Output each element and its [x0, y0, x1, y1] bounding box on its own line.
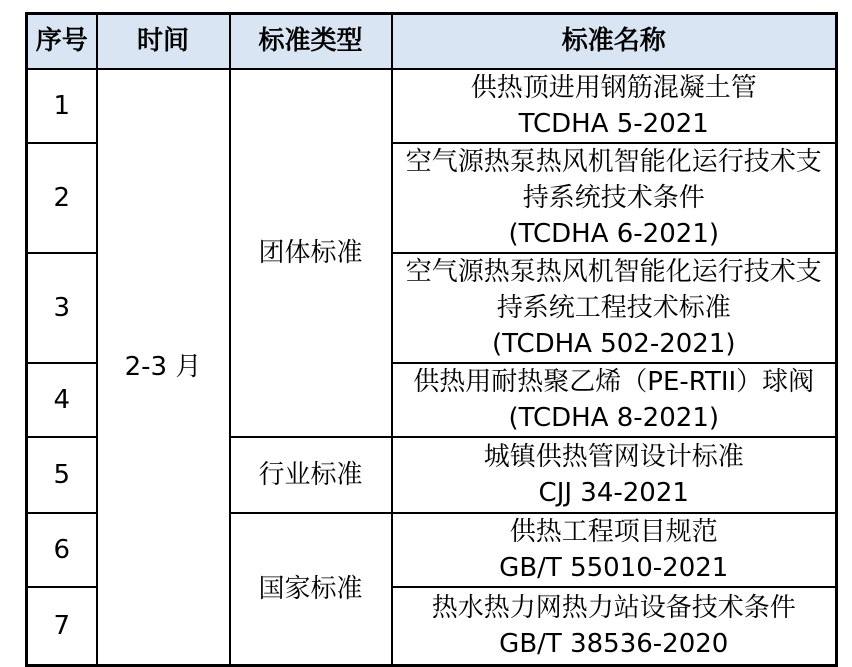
standard-name-line: 供热工程项目规范 — [509, 517, 718, 547]
standard-name-line: 持系统工程技术标准 — [496, 293, 731, 323]
standard-name-cell — [392, 253, 837, 363]
standard-name-cell — [392, 69, 837, 143]
standard-code-line: CJJ 34-2021 — [538, 478, 689, 508]
standard-name-line: 空气源热泵热风机智能化运行技术支 — [405, 257, 822, 287]
standard-code-line: (TCDHA 502-2021) — [491, 329, 736, 359]
standard-name-line: 持系统技术条件 — [522, 183, 705, 213]
header-cell-time: 时间 — [97, 14, 230, 70]
standard-name-cell — [392, 587, 837, 665]
header-cell-standard-name: 标准名称 — [392, 14, 837, 70]
standard-name-line: 供热顶进用钢筋混凝土管 — [470, 73, 757, 103]
table-header — [27, 14, 837, 70]
standard-name-line: 供热用耐热聚乙烯（PE-RTII）球阀 — [413, 367, 815, 397]
standard-name-line: 热水热力网热力站设备技术条件 — [431, 592, 796, 623]
serial-cell: 2 — [27, 143, 97, 253]
standard-code-line: (TCDHA 6-2021) — [508, 219, 719, 249]
standard-code-line: GB/T 38536-2020 — [499, 628, 729, 659]
type-cell-industry-standard: 行业标准 — [230, 437, 392, 513]
header-row — [27, 14, 837, 70]
standard-name-line: 空气源热泵热风机智能化运行技术支 — [405, 147, 822, 177]
standard-code-line: GB/T 55010-2021 — [499, 553, 729, 583]
standard-name-cell — [392, 513, 837, 587]
standard-name-cell — [392, 437, 837, 513]
serial-cell: 1 — [27, 69, 97, 143]
standard-name-cell — [392, 363, 837, 437]
type-cell-group-standard: 团体标准 — [230, 69, 392, 437]
table-body — [27, 69, 837, 665]
standard-name-cell — [392, 143, 837, 253]
standard-name-line: 城镇供热管网设计标准 — [483, 442, 744, 472]
header-cell-standard-type: 标准类型 — [230, 14, 392, 70]
standards-table — [25, 12, 838, 667]
time-cell: 2-3 月 — [97, 69, 230, 665]
standard-code-line: (TCDHA 8-2021) — [508, 403, 719, 433]
table-row-1 — [27, 69, 837, 143]
serial-cell: 3 — [27, 253, 97, 363]
serial-cell: 5 — [27, 437, 97, 513]
standard-code-line: TCDHA 5-2021 — [518, 109, 709, 139]
serial-cell: 4 — [27, 363, 97, 437]
serial-cell: 7 — [27, 587, 97, 665]
type-cell-national-standard: 国家标准 — [230, 513, 392, 665]
header-cell-serial: 序号 — [27, 14, 97, 70]
serial-cell: 6 — [27, 513, 97, 587]
